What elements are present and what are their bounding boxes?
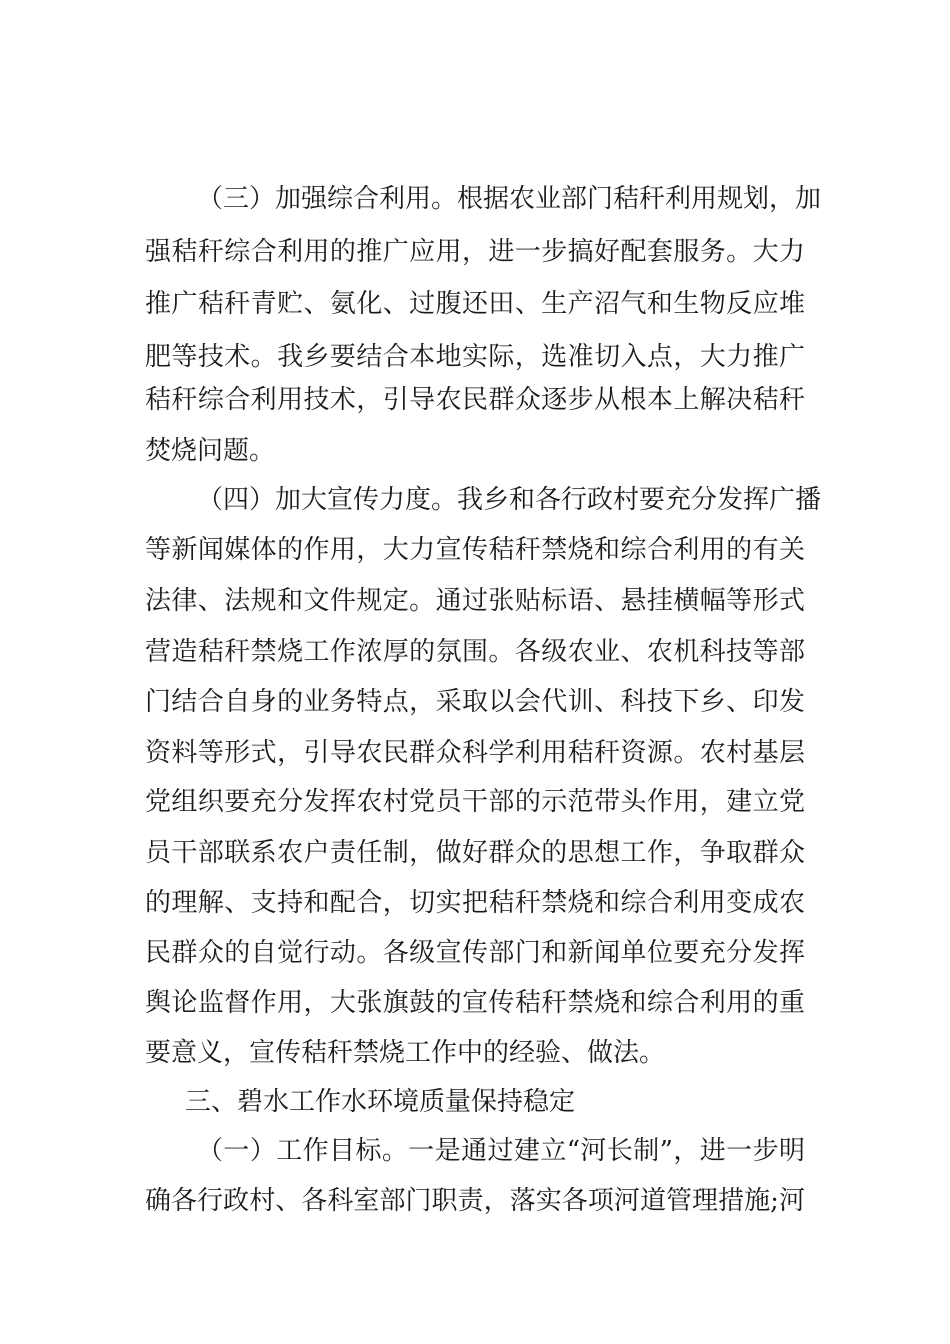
paragraph-4-line-2: 等新闻媒体的作用，大力宣传秸秆禁烧和综合利用的有关 xyxy=(145,535,805,565)
section-heading: 三、碧水工作水环境质量保持稳定 xyxy=(185,1087,576,1117)
paragraph-3-line-2: 强秸秆综合利用的推广应用，进一步搞好配套服务。大力 xyxy=(145,237,805,267)
paragraph-3-line-6: 焚烧问题。 xyxy=(145,436,276,466)
paragraph-4-line-6: 资料等形式，引导农民群众科学利用秸秆资源。农村基层 xyxy=(145,738,805,768)
paragraph-3-line-1: （三）加强综合利用。根据农业部门秸秆利用规划，加 xyxy=(197,184,822,214)
paragraph-4-line-12: 要意义，宣传秸秆禁烧工作中的经验、做法。 xyxy=(145,1038,666,1068)
paragraph-4-line-11: 舆论监督作用，大张旗鼓的宣传秸秆禁烧和综合利用的重 xyxy=(145,988,805,1018)
paragraph-4-line-5: 门结合自身的业务特点，采取以会代训、科技下乡、印发 xyxy=(145,687,805,717)
paragraph-4-line-3: 法律、法规和文件规定。通过张贴标语、悬挂横幅等形式 xyxy=(145,586,805,616)
paragraph-4-line-7: 党组织要充分发挥农村党员干部的示范带头作用，建立党 xyxy=(145,787,805,817)
paragraph-3-line-3: 推广秸秆青贮、氨化、过腹还田、生产沼气和生物反应堆 xyxy=(145,289,805,319)
paragraph-3-line-4: 肥等技术。我乡要结合本地实际，选准切入点，大力推广 xyxy=(145,342,805,372)
paragraph-4-line-10: 民群众的自觉行动。各级宣传部门和新闻单位要充分发挥 xyxy=(145,938,805,968)
paragraph-1-line-1: （一）工作目标。一是通过建立“河长制”，进一步明 xyxy=(197,1136,805,1166)
paragraph-1-line-2: 确各行政村、各科室部门职责，落实各项河道管理措施;河 xyxy=(145,1186,805,1216)
paragraph-4-line-8: 员干部联系农户责任制，做好群众的思想工作，争取群众 xyxy=(145,838,805,868)
paragraph-3-line-5: 秸秆综合利用技术，引导农民群众逐步从根本上解决秸秆 xyxy=(145,385,805,415)
paragraph-4-line-9: 的理解、支持和配合，切实把秸秆禁烧和综合利用变成农 xyxy=(145,888,805,918)
paragraph-4-line-1: （四）加大宣传力度。我乡和各行政村要充分发挥广播 xyxy=(197,485,822,515)
paragraph-4-line-4: 营造秸秆禁烧工作浓厚的氛围。各级农业、农机科技等部 xyxy=(145,637,805,667)
